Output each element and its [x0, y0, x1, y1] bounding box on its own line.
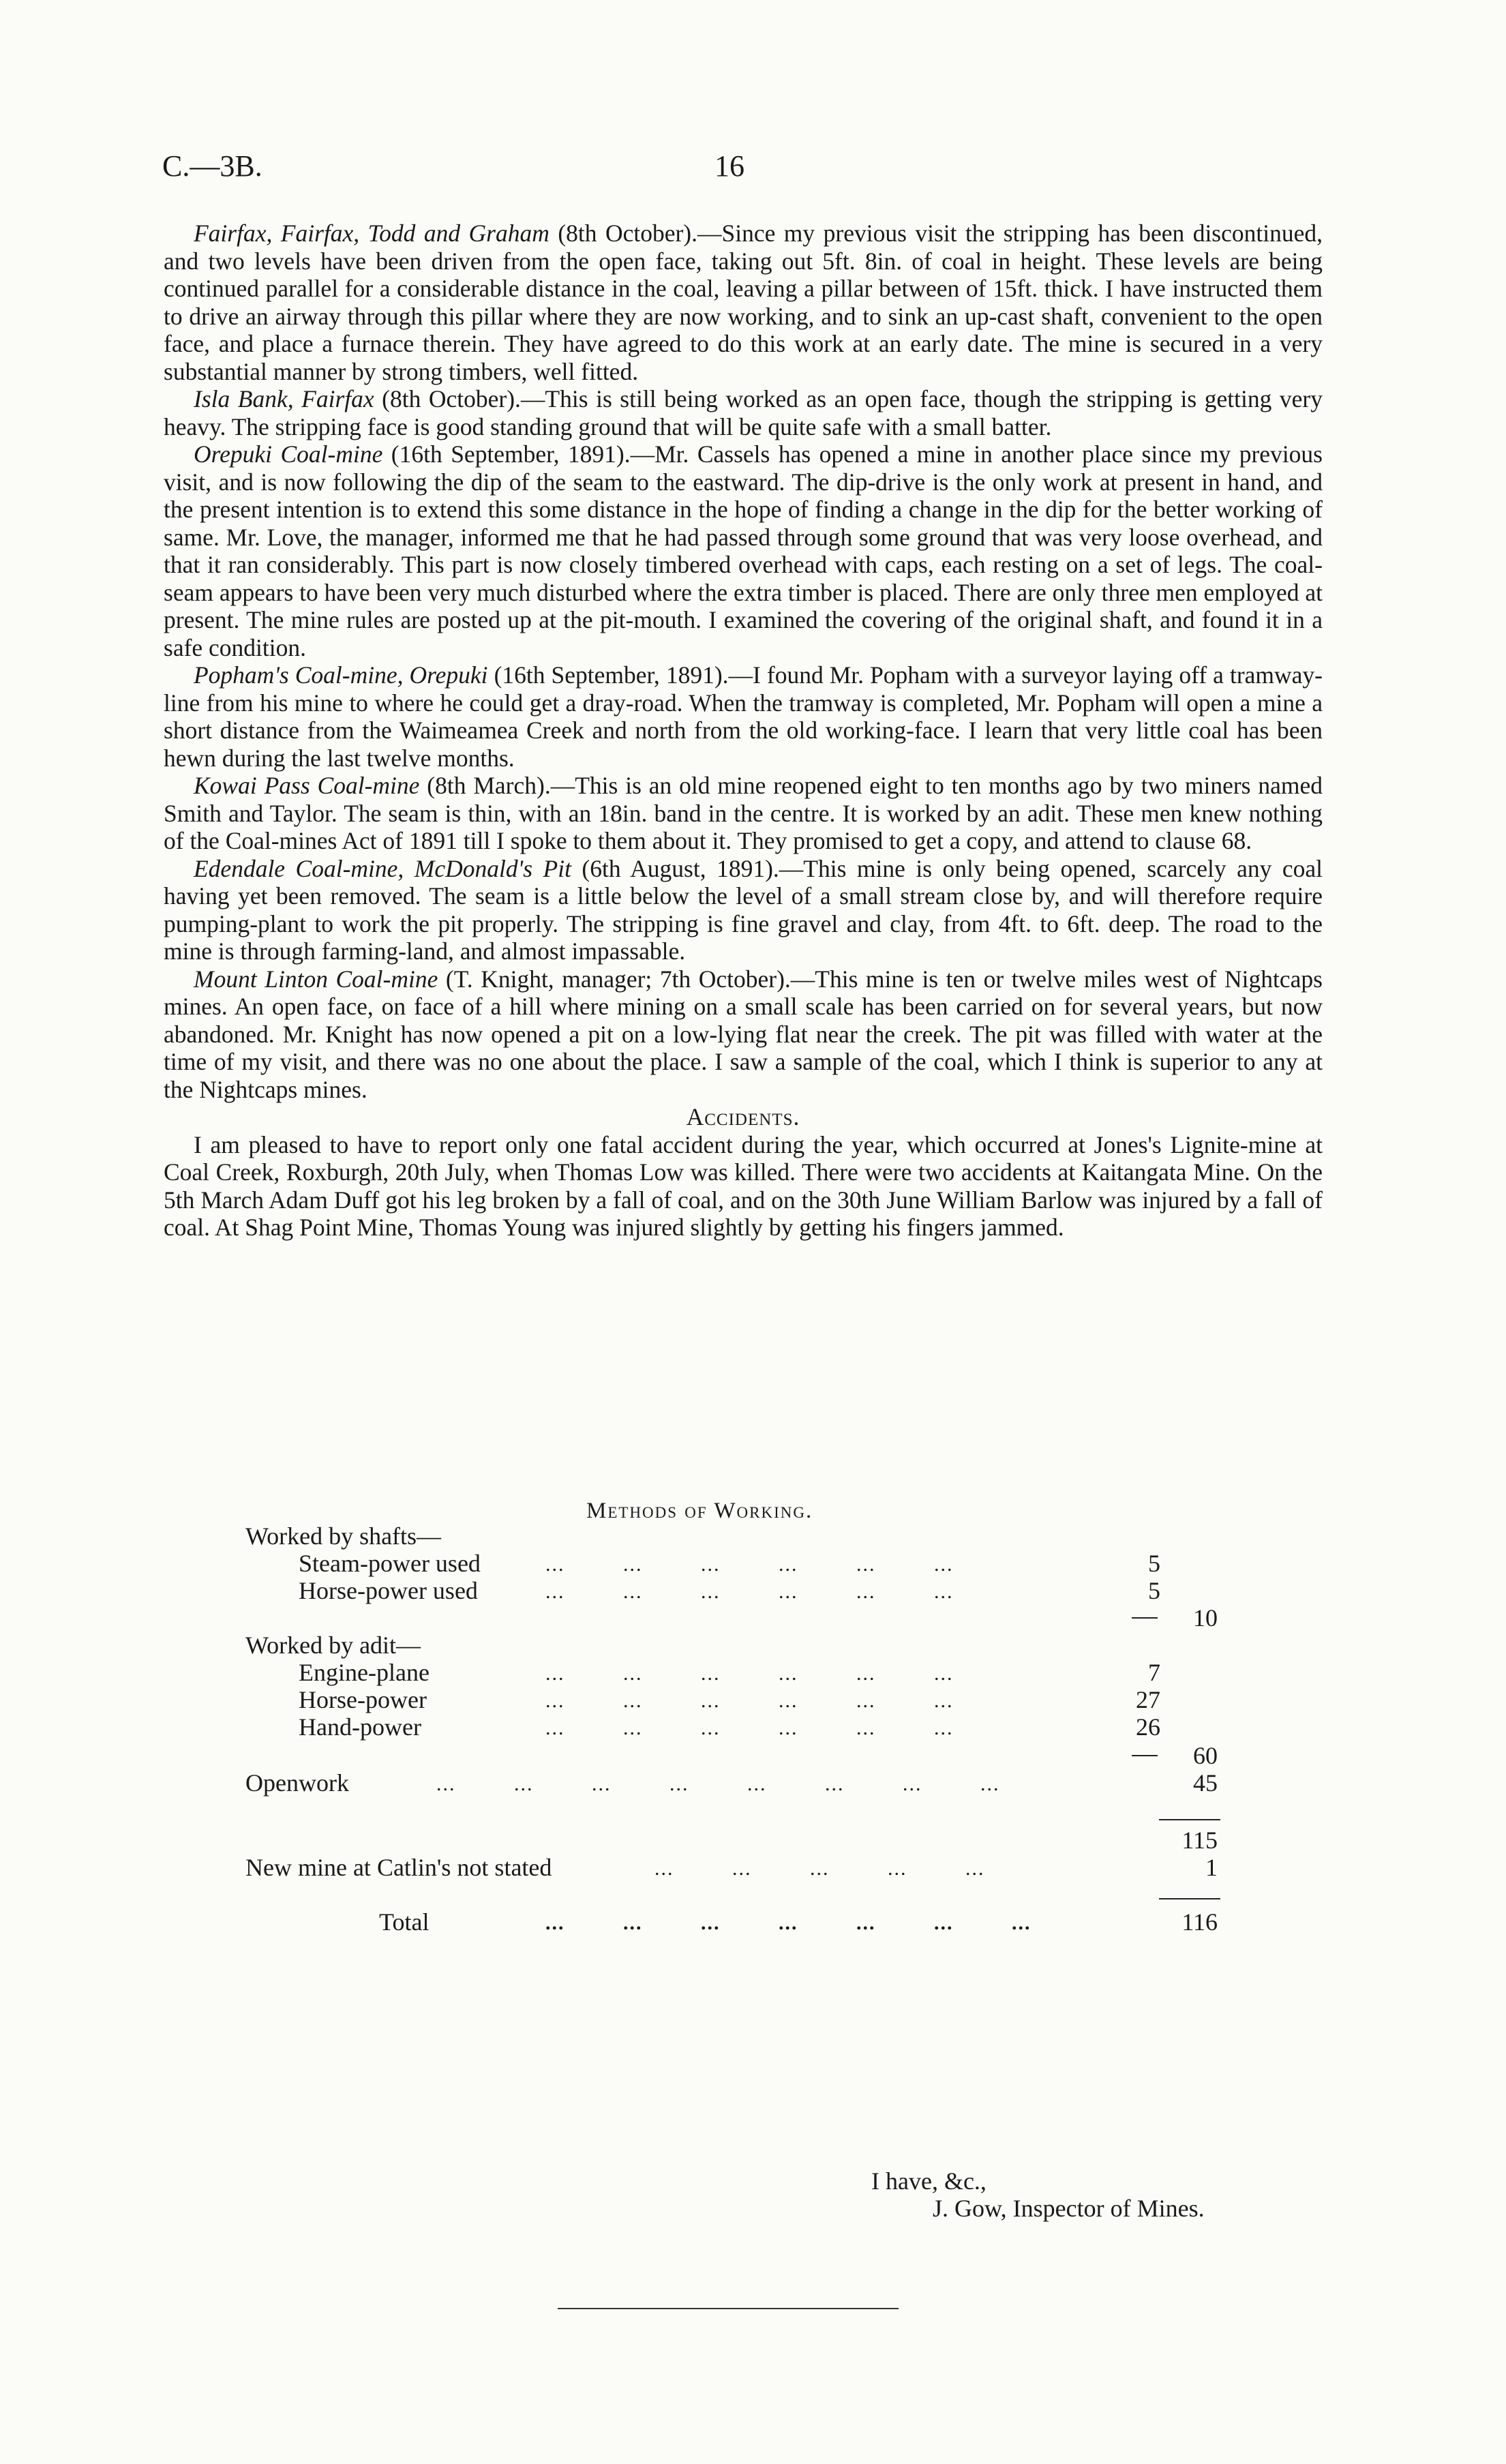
leader-dots: ... ... ... ... ... ... [545, 1662, 954, 1685]
mine-title: Mount Linton Coal-mine [194, 965, 438, 993]
mine-paragraph [164, 220, 1323, 385]
mine-paragraph [164, 772, 1323, 855]
leader-dots: ... ... ... ... ... ... ... [545, 1912, 1031, 1934]
accidents-heading: Accidents. [686, 1103, 800, 1130]
mine-paragraph [164, 965, 1323, 1104]
shafts-label: Worked by shafts— [245, 1522, 442, 1550]
newmine-value: 1 [1205, 1854, 1218, 1881]
adit-total: 60 [1193, 1742, 1218, 1769]
engine-label: Engine-plane [299, 1659, 430, 1686]
horse-shaft-value: 5 [1148, 1577, 1160, 1604]
mine-title: Edendale Coal-mine, McDonald's Pit [194, 854, 571, 882]
steam-value: 5 [1148, 1550, 1160, 1577]
adit-label: Worked by adit— [245, 1632, 421, 1659]
sum-rule [1159, 1819, 1220, 1820]
mine-text: (8th October).—This is still being worked as an open face, though the stripping is getting very heavy. The stripping face is good standing ground that will be quite safe with a small batter. [164, 385, 1323, 440]
report-body [164, 220, 1323, 1242]
mine-text: (16th September, 1891).—I found Mr. Popham with a surveyor laying off a tramway-line from his mine to where he could get a dray-road. When the tramway is completed, Mr. Popham will open a mine a short distance from the Waimeamea Creek and north from the old working-face. I learn that very little coal has been hewn during the last twelve months. [164, 661, 1323, 772]
methods-heading: Methods of Working. [586, 1499, 813, 1523]
leader-dots: ... ... ... ... ... ... ... ... [436, 1773, 1000, 1795]
mine-title: Popham's Coal-mine, Orepuki [194, 661, 488, 689]
subtotal-value: 115 [1181, 1827, 1218, 1854]
mine-title: Fairfax, Fairfax, Todd and Graham [194, 220, 549, 247]
mine-paragraph [164, 440, 1323, 661]
leader-dots: ... ... ... ... ... ... [545, 1689, 954, 1712]
accidents-paragraph: I am pleased to have to report only one fatal accident during the year, which occurred at Jones's Lignite-mine at Coal Creek, Roxburgh, 20th July, when Thomas Low was killed. There were two accidents at Kaitangata Mine. On the 5th March Adam Duff got his leg broken by a fall of coal, and on the 30th June William Barlow was injured by a fall of coal. At Shag Point Mine, Thomas Young was injured slightly by getting his fingers jammed. [164, 1130, 1323, 1241]
mine-text: (6th August, 1891).—This mine is only being opened, scarcely any coal having yet been removed. The seam is a little below the level of a small stream close by, and will therefore require pumping-plant to work the pit properly. The stripping is fine gravel and clay, from 4ft. to 6ft. deep. The road to the mine is through farming-land, and almost impassable. [164, 854, 1323, 965]
document-reference: C.—3B. [162, 149, 262, 183]
mine-text: (16th September, 1891).—Mr. Cassels has opened a mine in another place since my previous visit, and is now following the dip of the seam to the eastward. The dip-drive is the only work at present in hand, and the present intention is to extend this some distance in the hope of finding a change in the dip for the better working of same. Mr. Love, the manager, informed me that he had passed through some ground that was very loose overhead, and that it ran considerably. This part is now closely timbered overhead with caps, each resting on a set of legs. The coal-seam appears to have been very much disturbed where the extra timber is placed. There are only three men employed at present. The mine rules are posted up at the pit-mouth. I examined the covering of the original shaft, and found it in a safe condition. [164, 440, 1323, 661]
hand-label: Hand-power [299, 1713, 421, 1741]
mine-text: (8th October).—Since my previous visit the stripping has been discontinued, and two levels have been driven from the open face, taking out 5ft. 8in. of coal in height. These levels are being continued parallel for a considerable distance in the coal, leaving a pillar between of 15ft. thick. I have instructed them to drive an airway through this pillar where they are now working, and to sink an up-cast shaft, convenient to the open face, and place a furnace therein. They have agreed to do this work at an early date. The mine is secured in a very substantial manner by strong timbers, well fitted. [164, 220, 1323, 385]
shafts-total: 10 [1193, 1604, 1218, 1632]
page-header [162, 149, 1280, 196]
mine-title: Kowai Pass Coal-mine [194, 772, 420, 799]
page-number: 16 [714, 149, 744, 183]
hand-value: 26 [1136, 1713, 1160, 1741]
sum-rule [1132, 1755, 1158, 1756]
horse-adit-label: Horse-power [299, 1686, 427, 1713]
total-label: Total [379, 1908, 430, 1936]
total-value: 116 [1181, 1908, 1218, 1936]
mine-paragraph [164, 855, 1323, 965]
horse-adit-value: 27 [1136, 1686, 1160, 1713]
openwork-label: Openwork [245, 1769, 349, 1797]
sum-rule [1132, 1617, 1158, 1619]
horse-shaft-label: Horse-power used [299, 1577, 478, 1604]
steam-label: Steam-power used [299, 1550, 481, 1577]
leader-dots: ... ... ... ... ... [654, 1857, 985, 1880]
mine-title: Orepuki Coal-mine [194, 440, 383, 468]
openwork-value: 45 [1193, 1769, 1218, 1797]
leader-dots: ... ... ... ... ... ... [545, 1553, 954, 1576]
sum-rule [1159, 1898, 1220, 1899]
closing-divider [558, 2308, 899, 2309]
signature-greeting: I have, &c., [871, 2167, 987, 2195]
leader-dots: ... ... ... ... ... ... [545, 1580, 954, 1603]
signature-name: J. Gow, Inspector of Mines. [933, 2195, 1205, 2222]
mine-paragraph [164, 661, 1323, 772]
engine-value: 7 [1148, 1659, 1160, 1686]
newmine-label: New mine at Catlin's not stated [245, 1854, 552, 1881]
mine-paragraph [164, 385, 1323, 440]
mine-text: (8th March).—This is an old mine reopened eight to ten months ago by two miners named Smith and Taylor. The seam is thin, with an 18in. band in the centre. It is worked by an adit. These men knew nothing of the Coal-mines Act of 1891 till I spoke to them about it. They promised to get a copy, and attend to clause 68. [164, 772, 1323, 854]
leader-dots: ... ... ... ... ... ... [545, 1717, 954, 1739]
mine-text: (T. Knight, manager; 7th October).—This mine is ten or twelve miles west of Nightcaps mines. An open face, on face of a hill where mining on a small scale has been carried on for several years, but now abandoned. Mr. Knight has now opened a pit on a low-lying flat near the creek. The pit was filled with water at the time of my visit, and there was no one about the place. I saw a sample of the coal, which I think is superior to any at the Nightcaps mines. [164, 965, 1323, 1103]
mine-title: Isla Bank, Fairfax [194, 385, 374, 412]
